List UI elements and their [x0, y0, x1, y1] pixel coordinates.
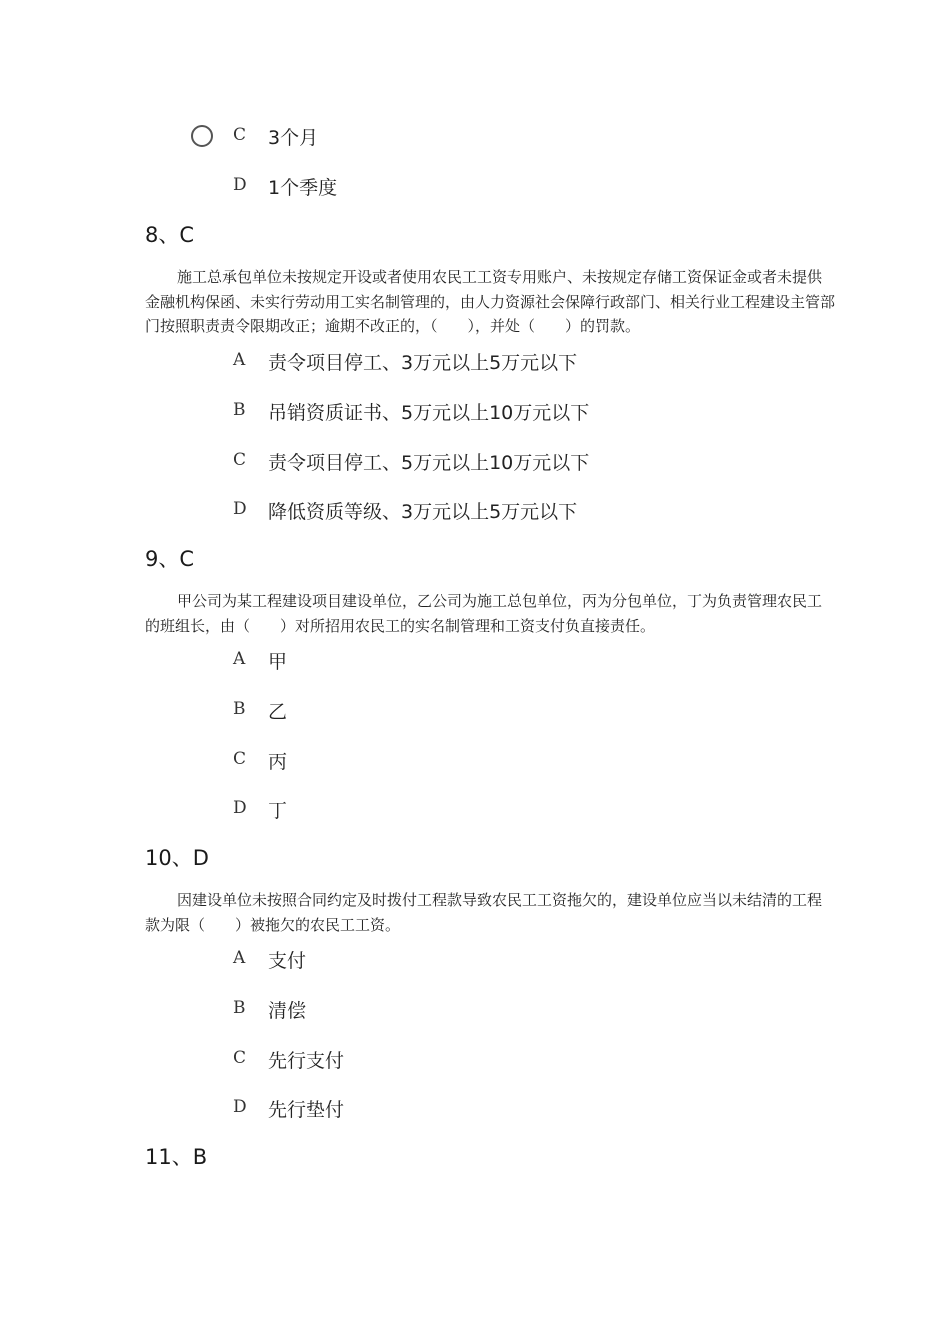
- option-c-radio[interactable]: [191, 125, 213, 147]
- option-text: 责令项目停工、5万元以上10万元以下: [268, 452, 590, 474]
- option-text: 吊销资质证书、5万元以上10万元以下: [268, 402, 590, 424]
- option-letter: D: [233, 499, 247, 519]
- question-body: 甲公司为某工程建设项目建设单位，乙公司为施工总包单位，丙为分包单位，丁为负责管理农民工的班组长，由（ ）对所招用农民工的实名制管理和工资支付负直接责任。: [145, 592, 823, 635]
- option-letter: B: [233, 400, 246, 420]
- option-text: 责令项目停工、3万元以上5万元以下: [268, 352, 578, 374]
- option-letter: C: [233, 749, 247, 769]
- option-text: 甲: [268, 651, 288, 673]
- option-letter: B: [233, 998, 246, 1018]
- option-text: 支付: [268, 950, 307, 972]
- option-text: 3个月: [268, 127, 319, 149]
- question-header: 9、C: [145, 547, 195, 571]
- option-letter: D: [233, 175, 247, 195]
- question-header: 10、D: [145, 846, 209, 870]
- option-letter: A: [233, 649, 246, 669]
- option-letter: A: [233, 350, 246, 370]
- option-text: 乙: [268, 701, 288, 723]
- option-text: 1个季度: [268, 177, 338, 199]
- question-header: 8、C: [145, 223, 195, 247]
- option-letter: C: [233, 125, 247, 145]
- question-body: 因建设单位未按照合同约定及时拨付工程款导致农民工工资拖欠的，建设单位应当以未结清的工程款为限（ ）被拖欠的农民工工资。: [145, 891, 823, 934]
- question-body: 施工总承包单位未按规定开设或者使用农民工工资专用账户、未按规定存储工资保证金或者未提供金融机构保函、未实行劳动用工实名制管理的，由人力资源社会保障行政部门、相关行业工程建设主管部门按照职责责令限期改正；逾期不改正的，（ ），并处（ ）的罚款。: [145, 268, 836, 335]
- option-letter: B: [233, 699, 246, 719]
- option-text: 丙: [268, 751, 288, 773]
- option-letter: D: [233, 1097, 247, 1117]
- option-letter: C: [233, 450, 247, 470]
- option-text: 先行支付: [268, 1050, 345, 1072]
- option-letter: A: [233, 948, 246, 968]
- question-header: 11、B: [145, 1145, 208, 1169]
- option-text: 先行垫付: [268, 1099, 345, 1121]
- option-letter: C: [233, 1048, 247, 1068]
- option-letter: D: [233, 798, 247, 818]
- option-text: 清偿: [268, 1000, 307, 1022]
- option-text: 丁: [268, 800, 288, 822]
- option-text: 降低资质等级、3万元以上5万元以下: [268, 501, 578, 523]
